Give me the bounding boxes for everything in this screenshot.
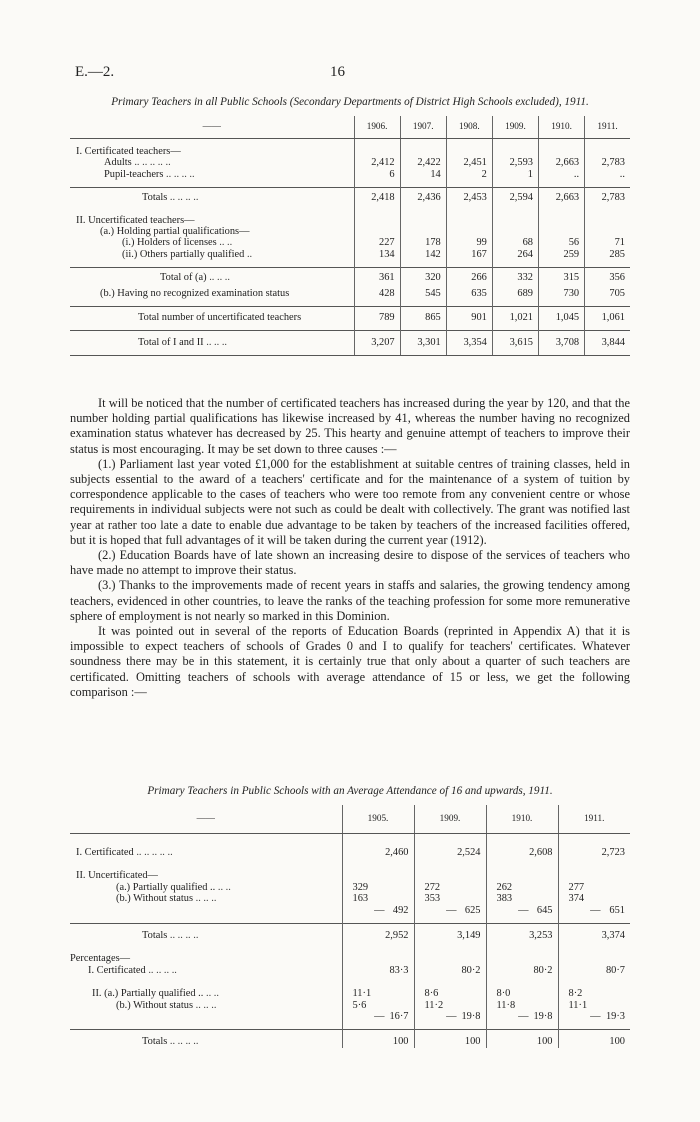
table-row xyxy=(70,226,630,237)
cell: 83·3 xyxy=(342,965,414,976)
year-header: 1905. xyxy=(342,805,414,834)
cell: 2,422 xyxy=(400,157,446,168)
cell: 71 xyxy=(585,237,630,248)
table-row xyxy=(70,284,630,299)
cell: 285 xyxy=(585,249,630,260)
row-leader: .. .. .. .. .. xyxy=(136,847,173,858)
sum-dash: — xyxy=(446,904,457,916)
cell: 259 xyxy=(539,249,585,260)
table-row xyxy=(70,1030,630,1048)
paragraph: It was pointed out in several of the reports of Education Boards (reprinted in Appendix A) that it is impossible to expect teachers of schools of Grades 0 and I to qualify for teachers' certificates. Whatever soundness there may be in this statement, it is certainly true that only about a quarter of such teachers are certificated. Omitting teachers of schools with average attendance of 15 or less, we get the following comparison :— xyxy=(70,624,630,699)
cell: 3,844 xyxy=(585,331,630,355)
row-leader: .. .. .. .. xyxy=(169,192,199,204)
cell: 6 xyxy=(354,169,400,180)
row-label: Total of (a) xyxy=(160,272,207,284)
cell: 3,301 xyxy=(400,331,446,355)
cell: 2,608 xyxy=(486,841,558,858)
year-header: 1909. xyxy=(414,805,486,834)
cell: 2,663 xyxy=(539,188,585,204)
cell: 2,418 xyxy=(354,188,400,204)
table2-caption: Primary Teachers in Public Schools with an Average Attendance of 16 and upwards, 1911. xyxy=(147,785,553,797)
cell: 651 xyxy=(609,904,625,916)
cell: 545 xyxy=(400,284,446,299)
cell: 5·6 xyxy=(342,1000,414,1011)
row-leader: .. .. xyxy=(219,237,233,249)
row-leader: .. .. .. .. .. xyxy=(134,157,171,169)
row-leader: .. .. xyxy=(205,988,219,1000)
cell: 2,524 xyxy=(414,841,486,858)
cell: 142 xyxy=(400,249,446,260)
row-leader: .. .. .. .. xyxy=(169,1036,199,1048)
row-label: (b.) Having no recognized examination status xyxy=(100,287,290,299)
cell: 2,412 xyxy=(354,157,400,168)
cell: 100 xyxy=(342,1030,414,1048)
cell: 689 xyxy=(492,284,538,299)
cell: 80·7 xyxy=(558,965,630,976)
cell: 2,436 xyxy=(400,188,446,204)
cell: 1 xyxy=(492,169,538,180)
cell: 2,783 xyxy=(585,188,630,204)
row-label: Total number of uncertificated teachers xyxy=(70,307,354,324)
cell: 635 xyxy=(446,284,492,299)
row-leader: .. .. .. xyxy=(209,272,230,284)
cell: 227 xyxy=(354,237,400,248)
table1-caption: Primary Teachers in all Public Schools (Secondary Departments of District High Schools excluded), 1911. xyxy=(111,96,589,108)
year-header: 1907. xyxy=(400,116,446,139)
cell: 80·2 xyxy=(486,965,558,976)
row-leader: .. .. .. xyxy=(195,893,217,905)
row-heading: II. Uncertificated teachers— xyxy=(76,214,195,226)
year-header: 1911. xyxy=(585,116,630,139)
cell: 901 xyxy=(446,307,492,324)
row-leader: .. .. .. .. xyxy=(166,168,195,180)
cell: 3,354 xyxy=(446,331,492,355)
table-row xyxy=(70,188,630,204)
cell: .. xyxy=(539,169,585,180)
table-row xyxy=(70,169,630,180)
row-heading: I. Certificated teachers— xyxy=(76,146,181,157)
year-header: 1910. xyxy=(486,805,558,834)
table-row xyxy=(70,893,630,904)
cell: 645 xyxy=(536,904,553,916)
table1-header-dash: —— xyxy=(70,116,354,139)
table-row xyxy=(70,331,630,355)
cell: 134 xyxy=(354,249,400,260)
cell: 266 xyxy=(446,268,492,284)
row-leader: .. .. .. .. xyxy=(169,930,199,942)
sum-dash: — xyxy=(590,1011,601,1023)
table-row xyxy=(70,146,630,157)
row-label: I. Certificated xyxy=(76,847,134,858)
cell: 163 xyxy=(342,893,414,904)
cell: 8·0 xyxy=(486,988,558,999)
table-row xyxy=(70,905,630,916)
table-row xyxy=(70,307,630,324)
row-label: (a.) Partially qualified .. xyxy=(116,881,216,893)
row-label: (b.) Without status xyxy=(116,999,194,1011)
row-heading: Percentages— xyxy=(70,953,131,965)
cell: 428 xyxy=(354,284,400,299)
table-row xyxy=(70,268,630,284)
cell: 3,708 xyxy=(539,331,585,355)
cell: 2,663 xyxy=(539,157,585,168)
table-row xyxy=(70,988,630,999)
cell: 3,615 xyxy=(492,331,538,355)
row-label: I. Certificated xyxy=(88,964,146,976)
row-label: Total of I and II xyxy=(138,337,204,349)
paragraph: (1.) Parliament last year voted £1,000 for the establishment at suitable centres of training classes, held in subjects essential to the award of a teachers' certificate and for the maintenance of a system of tuition by correspondence applicable to the cases of teachers who were too remote from any convenient centre or whose requirements in individual subjects were not such as could be dealt with collectively. The grant was notified last year at rather too late a date to enable due advantage to be taken by teachers of the increased facilities offered, but it is hoped that full advantages of it will be taken during the current year (1912). xyxy=(70,456,630,547)
cell: 730 xyxy=(539,284,585,299)
cell: 19·8 xyxy=(461,1011,481,1023)
paragraph: (2.) Education Boards have of late shown an increasing desire to dispose of the services of teachers who have made no attempt to improve their status. xyxy=(70,548,630,578)
cell: 99 xyxy=(446,237,492,248)
cell: 3,149 xyxy=(414,924,486,942)
teachers-attendance-table xyxy=(70,805,630,1048)
cell: 320 xyxy=(400,268,446,284)
cell: 492 xyxy=(392,904,409,916)
cell: 356 xyxy=(585,268,630,284)
row-label: (i.) Holders of licenses xyxy=(122,237,217,249)
year-header: 1908. xyxy=(446,116,492,139)
cell: 264 xyxy=(492,249,538,260)
sum-dash: — xyxy=(374,1011,385,1023)
paragraph: (3.) Thanks to the improvements made of recent years in staffs and salaries, the growing tendency among teachers, evidenced in other countries, to leave the ranks of the teaching profession for some more remunerative sphere of employment is not nearly so marked in this Dominion. xyxy=(70,578,630,623)
table-row xyxy=(70,237,630,248)
row-leader: .. .. .. xyxy=(206,337,228,349)
cell: 353 xyxy=(414,893,486,904)
cell: 100 xyxy=(558,1030,630,1048)
page-header-ref: E.—2. xyxy=(75,64,115,80)
cell: 19·8 xyxy=(533,1011,553,1023)
row-leader: .. .. .. .. xyxy=(148,964,177,976)
cell: 3,374 xyxy=(558,924,630,942)
cell: 3,207 xyxy=(354,331,400,355)
cell: 11·1 xyxy=(342,988,414,999)
table-row xyxy=(70,870,630,881)
sum-dash: — xyxy=(518,1011,529,1023)
table-row xyxy=(70,211,630,226)
row-label: Totals xyxy=(142,1036,168,1048)
year-header: 1909. xyxy=(492,116,538,139)
year-header: 1910. xyxy=(539,116,585,139)
cell: 8·2 xyxy=(558,988,630,999)
cell: 167 xyxy=(446,249,492,260)
row-label: Totals xyxy=(142,930,168,942)
cell: 2,594 xyxy=(492,188,538,204)
cell: 2 xyxy=(446,169,492,180)
cell: 19·3 xyxy=(605,1011,625,1023)
cell: 332 xyxy=(492,268,538,284)
cell: 2,593 xyxy=(492,157,538,168)
row-label: (ii.) Others partially qualified xyxy=(122,248,245,260)
row-leader: .. xyxy=(246,248,253,260)
sum-dash: — xyxy=(374,904,385,916)
cell: 361 xyxy=(354,268,400,284)
cell: 80·2 xyxy=(414,965,486,976)
row-label: Totals xyxy=(142,192,168,204)
cell: 262 xyxy=(486,882,558,893)
table-row xyxy=(70,841,630,858)
page-number: 16 xyxy=(330,64,345,80)
cell: 14 xyxy=(400,169,446,180)
cell: 865 xyxy=(400,307,446,324)
cell: 625 xyxy=(464,904,481,916)
sum-dash: — xyxy=(518,904,529,916)
cell: 789 xyxy=(354,307,400,324)
row-label: Adults xyxy=(104,157,132,169)
year-header: 1911. xyxy=(558,805,630,834)
row-heading: II. Uncertificated— xyxy=(76,870,158,882)
table-row xyxy=(70,953,630,964)
cell: 16·7 xyxy=(389,1011,409,1023)
cell: 8·6 xyxy=(414,988,486,999)
cell: 2,783 xyxy=(585,157,630,168)
table-row xyxy=(70,249,630,260)
table-row xyxy=(70,1011,630,1022)
cell: 272 xyxy=(414,882,486,893)
cell: 11·2 xyxy=(414,1000,486,1011)
cell: 2,460 xyxy=(342,841,414,858)
cell: 3,253 xyxy=(486,924,558,942)
cell: 383 xyxy=(486,893,558,904)
table-row xyxy=(70,882,630,893)
cell: 100 xyxy=(486,1030,558,1048)
paragraph: It will be noticed that the number of certificated teachers has increased during the year by 120, and that the number holding partial qualifications has likewise increased by 41, whereas the number having no recognized examination status whatever has decreased by 25. This hearty and genuine attempt of teachers to improve their status is most encouraging. It may be set down to three causes :— xyxy=(70,396,630,456)
table-row xyxy=(70,1000,630,1011)
table-row xyxy=(70,965,630,976)
cell: 329 xyxy=(342,882,414,893)
cell: 11·8 xyxy=(486,1000,558,1011)
cell: 2,453 xyxy=(446,188,492,204)
row-label: (b.) Without status xyxy=(116,893,194,905)
cell: .. xyxy=(585,169,630,180)
cell: 1,021 xyxy=(492,307,538,324)
table-row xyxy=(70,924,630,942)
cell: 100 xyxy=(414,1030,486,1048)
cell: 315 xyxy=(539,268,585,284)
cell: 374 xyxy=(558,893,630,904)
row-leader: .. .. .. xyxy=(195,999,217,1011)
cell: 2,451 xyxy=(446,157,492,168)
sum-dash: — xyxy=(590,904,601,916)
teachers-table-1911 xyxy=(70,116,630,356)
cell: 56 xyxy=(539,237,585,248)
cell: 1,045 xyxy=(539,307,585,324)
table-row xyxy=(70,157,630,168)
sum-dash: — xyxy=(446,1011,457,1023)
cell: 2,723 xyxy=(558,841,630,858)
row-heading: (a.) Holding partial qualifications— xyxy=(100,226,250,238)
cell: 705 xyxy=(585,284,630,299)
body-text xyxy=(70,396,630,700)
row-label: II. (a.) Partially qualified .. xyxy=(92,988,204,1000)
cell: 277 xyxy=(558,882,630,893)
cell: 11·1 xyxy=(558,1000,630,1011)
year-header: 1906. xyxy=(354,116,400,139)
cell: 2,952 xyxy=(342,924,414,942)
row-leader: .. .. xyxy=(217,881,231,893)
table2-header-dash: —— xyxy=(70,805,342,834)
cell: 178 xyxy=(400,237,446,248)
row-label: Pupil-teachers xyxy=(104,168,164,180)
cell: 1,061 xyxy=(585,307,630,324)
cell: 68 xyxy=(492,237,538,248)
